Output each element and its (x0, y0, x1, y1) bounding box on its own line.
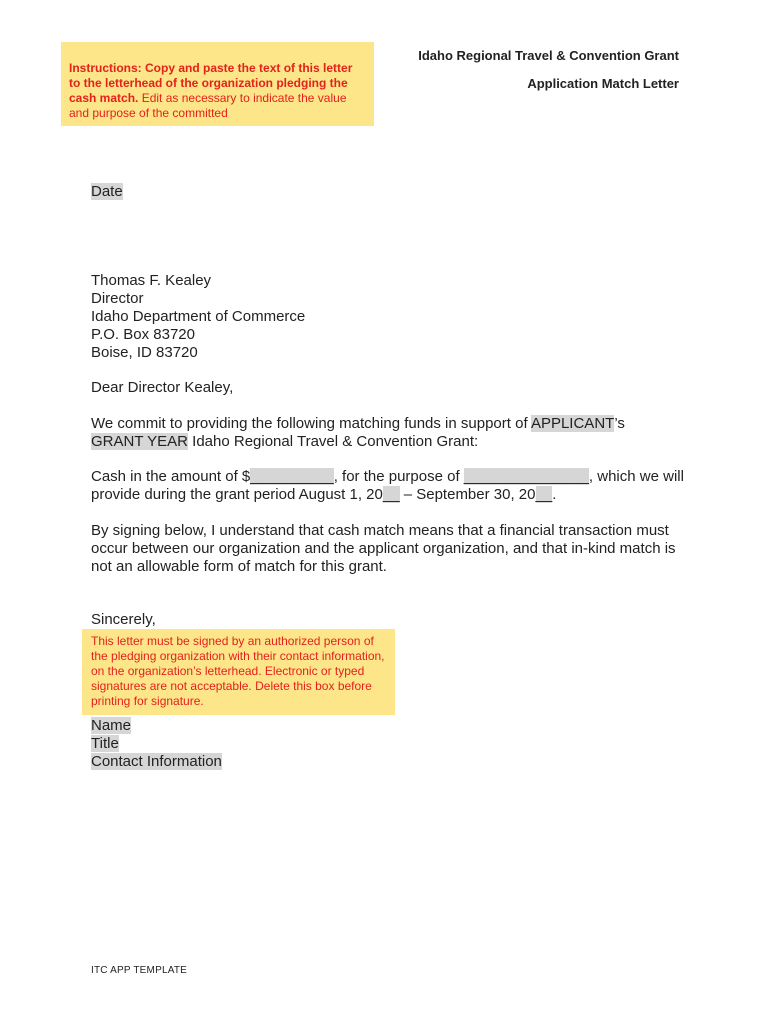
recipient-address (91, 272, 305, 362)
recipient-title: Director (91, 290, 144, 307)
p2-part5: . (552, 486, 557, 503)
signer-name-field[interactable]: Name (91, 717, 132, 734)
recipient-organization: Idaho Department of Commerce (91, 308, 306, 325)
p1-apostrophe: ’s (614, 415, 625, 432)
instructions-normal-text: Edit as necessary to indicate the value and purpose of the committed (69, 91, 347, 120)
signer-title-field[interactable]: Title (91, 735, 119, 752)
amount-blank-field[interactable]: __________ (250, 468, 334, 485)
p2-part1: Cash in the amount of $ (91, 468, 251, 485)
closing: Sincerely, (91, 611, 156, 628)
signature-note: This letter must be signed by an authorized person of the pledging organization with their contact information, on the organization’s letterhead. Electronic or typed signatures are not acceptable. Delete this box before printing for signature. (82, 629, 395, 715)
understanding-paragraph: By signing below, I understand that cash match means that a financial transaction must occur between our organization and the applicant organization, and that in-kind match is not an allowable form of match for this grant. (91, 522, 676, 575)
purpose-blank-field[interactable]: _______________ (463, 468, 589, 485)
date-placeholder[interactable]: Date (91, 183, 123, 200)
recipient-po-box: P.O. Box 83720 (91, 326, 195, 343)
end-year-blank-field[interactable]: __ (535, 486, 553, 503)
recipient-city: Boise, ID 83720 (91, 344, 198, 361)
p1-text-before: We commit to providing the following matching funds in support of (91, 415, 531, 432)
p2-part4: – September 30, 20 (399, 486, 536, 503)
document-title: Idaho Regional Travel & Convention Grant (418, 48, 679, 63)
instructions-bold-text: Instructions: Copy and paste the text of this letter to the letterhead of the organization pledging the cash match. (69, 61, 353, 105)
document-subtitle: Application Match Letter (527, 76, 679, 91)
cash-amount-paragraph (91, 468, 691, 504)
signature-block (91, 717, 222, 771)
p1-text-after: Idaho Regional Travel & Convention Grant: (187, 433, 479, 450)
commitment-paragraph (91, 415, 691, 451)
applicant-field[interactable]: APPLICANT (530, 415, 615, 432)
recipient-name: Thomas F. Kealey (91, 272, 212, 289)
start-year-blank-field[interactable]: __ (382, 486, 400, 503)
salutation: Dear Director Kealey, (91, 379, 234, 396)
signer-contact-field[interactable]: Contact Information (91, 753, 222, 770)
date-field[interactable] (91, 183, 123, 201)
p2-part3: , which we will provide during the grant period August 1, 20 (91, 468, 684, 503)
footer-label: ITC APP TEMPLATE (91, 965, 188, 976)
grant-year-field[interactable]: GRANT YEAR (91, 433, 188, 450)
p2-part2: , for the purpose of (333, 468, 464, 485)
instructions-note (61, 42, 374, 126)
